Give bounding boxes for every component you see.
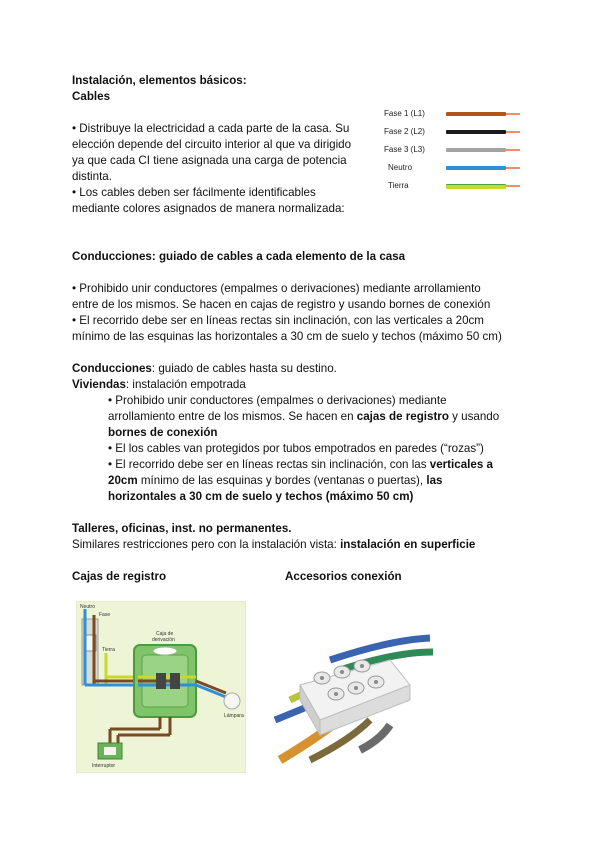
wire-tip [506, 149, 520, 151]
legend-label: Fase 3 (L3) [384, 145, 425, 154]
diagram-label-tierra: Tierra [102, 647, 115, 653]
cables-line: ya que cada CI tiene asignada una carga de potencia [72, 154, 347, 167]
conducciones-heading: Conducciones: guiado de cables a cada elemento de la casa [72, 250, 406, 263]
legend-label: Tierra [388, 181, 409, 190]
term-20cm: 20cm [108, 474, 138, 487]
legend-row-fase2 [384, 124, 524, 140]
text: arrollamiento entre de los mismos. Se hacen en [108, 410, 357, 423]
definition-text: : guiado de cables hasta su destino. [151, 362, 337, 375]
term-las: las [426, 474, 443, 487]
term-horizontales: horizontales a 30 cm de suelo y techos (máximo 50 cm) [108, 490, 414, 503]
legend-row-fase1 [384, 106, 524, 122]
term-cajas-registro: cajas de registro [356, 410, 449, 423]
legend-label: Fase 2 (L2) [384, 127, 425, 136]
conducciones-line: • Prohibido unir conductores (empalmes o derivaciones) mediante arrollamiento [72, 282, 481, 295]
text: • El recorrido debe ser en líneas rectas sin inclinación, con las [108, 458, 430, 471]
term-verticales: verticales a [429, 458, 493, 471]
diagram-label-neutro: Neutro [80, 604, 96, 610]
conducciones-definition [72, 361, 337, 377]
term-bornes-conexion: bornes de conexión [108, 426, 218, 439]
cables-line: distinta. [72, 170, 112, 183]
wire-tip [506, 131, 520, 133]
legend-row-tierra [384, 178, 524, 194]
wire-swatch [446, 148, 506, 152]
wire-swatch [446, 130, 506, 134]
cables-line: mediante colores asignados de manera normalizada: [72, 202, 345, 215]
wire-swatch [446, 166, 506, 170]
viviendas-line [72, 377, 246, 393]
caption-cajas-registro: Cajas de registro [72, 570, 167, 583]
terminal-block-connectors [270, 630, 435, 765]
term-viviendas: Viviendas [72, 378, 126, 391]
section-subtitle: Cables [72, 90, 111, 103]
cable-color-legend [384, 106, 524, 198]
term-instalacion-superficie: instalación en superficie [340, 538, 476, 551]
conducciones-line: mínimo de las esquinas las horizontales a 30 cm de suelo y techos (máximo 50 cm) [72, 330, 502, 343]
talleres-heading: Talleres, oficinas, inst. no permanentes. [72, 522, 292, 535]
definition-text: : instalación empotrada [125, 378, 246, 391]
wire-tip [506, 185, 520, 187]
diagram-label-lampara: Lámpara [224, 713, 244, 719]
viviendas-bullet-line [108, 457, 493, 473]
viviendas-bullet-line [108, 473, 443, 489]
conducciones-line: • El recorrido debe ser en líneas rectas sin inclinación, con las verticales a 20cm [72, 314, 484, 327]
legend-row-fase3 [384, 142, 524, 158]
cables-line: • Los cables deben ser fácilmente identificables [72, 186, 316, 199]
conducciones-line: entre de los mismos. Se hacen en cajas de registro y usando bornes de conexión [72, 298, 491, 311]
viviendas-bullet-line: • Prohibido unir conductores (empalmes o derivaciones) mediante [108, 394, 447, 407]
text: y usando [448, 410, 500, 423]
caption-accesorios-conexion: Accesorios conexión [285, 570, 402, 583]
wire-swatch [446, 112, 506, 116]
diagram-label-fase: Fase [99, 612, 111, 618]
section-title: Instalación, elementos básicos: [72, 74, 247, 87]
junction-box-diagram [76, 601, 246, 773]
legend-label: Fase 1 (L1) [384, 109, 425, 118]
cables-line: • Distribuye la electricidad a cada parte de la casa. Su [72, 122, 350, 135]
diagram-label-interruptor: Interruptor [92, 763, 116, 769]
diagram-label-caja: Caja de [156, 631, 174, 637]
viviendas-bullet-line: • El los cables van protegidos por tubos empotrados en paredes (“rozas”) [108, 442, 484, 455]
wire-tip [506, 167, 520, 169]
talleres-line [72, 537, 475, 553]
diagram-label-derivacion: derivación [152, 637, 175, 643]
cables-line: elección depende del circuito interior al que va dirigido [72, 138, 352, 151]
wire-tip [506, 113, 520, 115]
text: mínimo de las esquinas y bordes (ventanas o puertas), [137, 474, 427, 487]
text: Similares restricciones pero con la instalación vista: [72, 538, 341, 551]
legend-label: Neutro [388, 163, 413, 172]
term-conducciones: Conducciones [72, 362, 152, 375]
legend-row-neutro [384, 160, 524, 176]
viviendas-bullet-line [108, 409, 499, 425]
wire-swatch [446, 184, 506, 189]
